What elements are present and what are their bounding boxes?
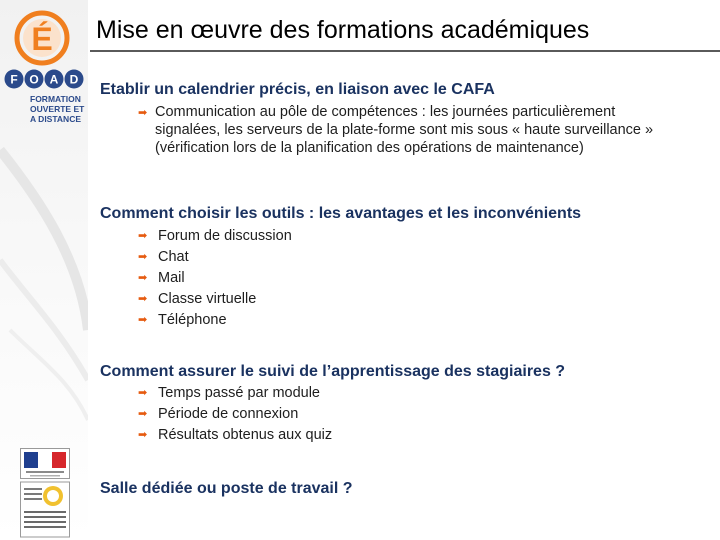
list-item — [138, 383, 332, 404]
orange-arrow-icon: ➡ — [138, 387, 148, 399]
title-divider — [90, 50, 720, 52]
list-item-label: Chat — [158, 249, 189, 265]
e-academie-logo — [14, 10, 70, 66]
tracking-list — [138, 383, 332, 446]
section-heading-tools: Comment choisir les outils : les avantages et les inconvénients — [100, 205, 582, 222]
orange-arrow-icon: ➡ — [138, 293, 148, 305]
list-item-label: Mail — [158, 270, 185, 286]
section-heading-room: Salle dédiée ou poste de travail ? — [100, 480, 353, 497]
ministere-logo — [20, 448, 70, 538]
list-item-label: Classe virtuelle — [158, 291, 257, 307]
slide-title: Mise en œuvre des formations académiques — [96, 16, 590, 44]
orange-arrow-icon: ➡ — [138, 107, 148, 119]
foad-letter-a: A — [49, 72, 59, 87]
foad-logo — [4, 68, 84, 90]
foad-tagline — [30, 94, 86, 124]
foad-letter-f: F — [10, 72, 18, 87]
orange-arrow-icon: ➡ — [138, 314, 148, 326]
list-item — [138, 404, 332, 425]
foad-letter-d: D — [69, 72, 79, 87]
foad-tagline-line-1: FORMATION — [30, 94, 81, 104]
list-item — [138, 289, 292, 310]
orange-arrow-icon: ➡ — [138, 408, 148, 420]
foad-tagline-line-2: OUVERTE ET — [30, 104, 85, 114]
foad-tagline-line-3: A DISTANCE — [30, 114, 81, 124]
list-item-label: Résultats obtenus aux quiz — [158, 427, 333, 443]
list-item — [138, 247, 292, 268]
orange-arrow-icon: ➡ — [138, 251, 148, 263]
list-item-label: Période de connexion — [158, 406, 299, 422]
list-item — [138, 425, 332, 446]
list-item — [138, 226, 292, 247]
tools-list — [138, 226, 292, 331]
section-heading-calendar: Etablir un calendrier précis, en liaison avec le CAFA — [100, 81, 495, 98]
sidebar — [0, 0, 88, 540]
orange-arrow-icon: ➡ — [138, 230, 148, 242]
list-item — [138, 268, 292, 289]
list-item — [138, 310, 292, 331]
list-item-label: Téléphone — [158, 312, 227, 328]
list-item-label: Temps passé par module — [158, 385, 320, 401]
foad-letter-o: O — [29, 72, 39, 87]
list-item-label: Forum de discussion — [158, 228, 292, 244]
logo-letter: É — [31, 21, 53, 57]
section-heading-tracking: Comment assurer le suivi de l’apprentissage des stagiaires ? — [100, 363, 566, 380]
calendar-detail-text: Communication au pôle de compétences : les journées particulièrement signalées, les serveurs de la plate-forme sont mis sous « haute surveillance » (vérification lors de la planification des opérations de maintenance) — [155, 104, 654, 156]
orange-arrow-icon: ➡ — [138, 272, 148, 284]
orange-arrow-icon: ➡ — [138, 429, 148, 441]
title-bar — [90, 0, 720, 56]
